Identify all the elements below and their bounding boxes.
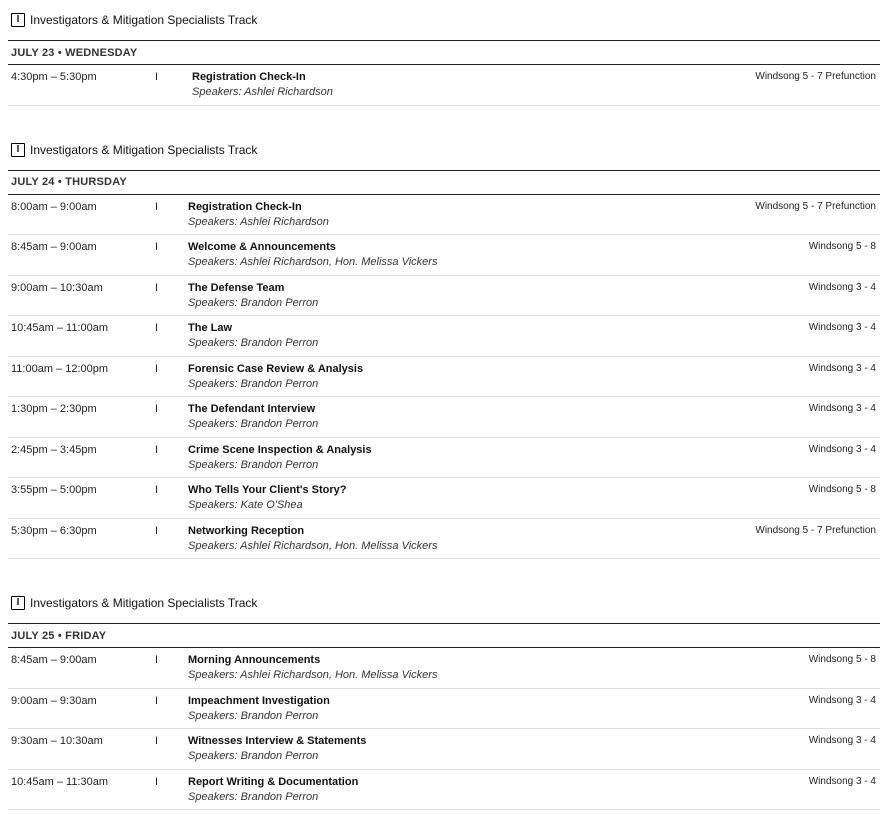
track-legend-label: Investigators & Mitigation Specialists Track	[30, 142, 258, 157]
session-room: Windsong 5 - 7 Prefunction	[755, 524, 876, 536]
day-section-july-23	[8, 0, 880, 106]
session-row[interactable]	[8, 729, 880, 770]
session-room: Windsong 3 - 4	[808, 443, 876, 455]
session-speakers: Speakers: Ashlei Richardson	[192, 86, 333, 98]
session-title[interactable]: Morning Announcements	[188, 654, 321, 666]
session-speakers: Speakers: Brandon Perron	[188, 750, 319, 762]
session-time: 10:45am – 11:00am	[11, 322, 109, 334]
session-room: Windsong 3 - 4	[808, 735, 876, 746]
track-legend-label: Investigators & Mitigation Specialists Track	[30, 596, 258, 610]
session-time: 11:00am – 12:00pm	[11, 362, 109, 375]
track-badge-icon: I	[11, 13, 25, 27]
session-speakers: Speakers: Brandon Perron	[188, 458, 319, 471]
track-badge-icon: I	[11, 596, 25, 610]
session-speakers: Speakers: Brandon Perron	[188, 418, 319, 430]
session-title[interactable]: Registration Check-In	[188, 200, 302, 213]
session-speakers: Speakers: Ashlei Richardson, Hon. Melissa Vickers	[188, 256, 438, 268]
session-room: Windsong 3 - 4	[808, 322, 876, 333]
session-track-code: I	[155, 322, 159, 334]
section-spacer	[8, 559, 880, 583]
session-time: 10:45am – 11:30am	[11, 775, 109, 788]
session-title[interactable]: The Law	[188, 322, 233, 334]
track-legend	[8, 583, 880, 623]
session-time: 9:00am – 10:30am	[11, 281, 103, 294]
session-room: Windsong 3 - 4	[808, 775, 876, 787]
session-row[interactable]	[8, 397, 880, 438]
session-row[interactable]	[8, 770, 880, 811]
session-time: 9:00am – 9:30am	[11, 694, 97, 707]
session-time: 8:45am – 9:00am	[11, 654, 97, 666]
session-track-code: I	[155, 443, 159, 456]
session-speakers: Speakers: Brandon Perron	[188, 337, 319, 349]
session-track-code: I	[155, 241, 159, 253]
day-section-july-25	[8, 583, 880, 810]
session-row[interactable]	[8, 65, 880, 106]
session-row[interactable]	[8, 276, 880, 317]
session-title[interactable]: Who Tells Your Client's Story?	[188, 484, 347, 496]
session-title[interactable]: The Defendant Interview	[188, 403, 316, 415]
track-legend	[8, 0, 880, 40]
session-room: Windsong 5 - 7 Prefunction	[755, 200, 876, 212]
session-track-code: I	[155, 403, 159, 415]
day-header: JULY 23 • WEDNESDAY	[8, 40, 880, 65]
session-row[interactable]	[8, 519, 880, 560]
session-track-code: I	[155, 654, 159, 666]
session-room: Windsong 3 - 4	[808, 403, 876, 414]
session-track-code: I	[155, 71, 159, 83]
session-track-code: I	[155, 775, 159, 788]
track-badge-icon: I	[11, 143, 25, 157]
session-row[interactable]	[8, 195, 880, 236]
session-time: 8:00am – 9:00am	[11, 200, 97, 213]
session-title[interactable]: Welcome & Announcements	[188, 241, 336, 253]
session-speakers: Speakers: Brandon Perron	[188, 296, 319, 309]
session-time: 5:30pm – 6:30pm	[11, 524, 97, 537]
session-row[interactable]	[8, 648, 880, 689]
track-legend	[8, 130, 880, 170]
session-track-code: I	[155, 524, 159, 537]
session-time: 3:55pm – 5:00pm	[11, 484, 97, 496]
session-row[interactable]	[8, 689, 880, 730]
session-speakers: Speakers: Ashlei Richardson, Hon. Melissa Vickers	[188, 539, 438, 552]
session-row[interactable]	[8, 357, 880, 398]
session-title[interactable]: Witnesses Interview & Statements	[188, 735, 367, 747]
session-row[interactable]	[8, 235, 880, 276]
session-track-code: I	[155, 281, 159, 294]
session-row[interactable]	[8, 316, 880, 357]
session-track-code: I	[155, 200, 159, 213]
session-room: Windsong 3 - 4	[808, 694, 876, 706]
session-title[interactable]: Report Writing & Documentation	[188, 775, 359, 788]
session-room: Windsong 5 - 8	[808, 654, 876, 665]
session-speakers: Speakers: Ashlei Richardson, Hon. Melissa Vickers	[188, 669, 438, 681]
session-room: Windsong 5 - 7 Prefunction	[755, 71, 876, 82]
session-speakers: Speakers: Brandon Perron	[188, 790, 319, 803]
session-time: 8:45am – 9:00am	[11, 241, 97, 253]
day-header: JULY 25 • FRIDAY	[8, 623, 880, 648]
session-track-code: I	[155, 694, 159, 707]
session-room: Windsong 5 - 8	[808, 484, 876, 495]
session-room: Windsong 3 - 4	[808, 362, 876, 374]
session-track-code: I	[155, 362, 159, 375]
day-header: JULY 24 • THURSDAY	[8, 170, 880, 195]
section-spacer	[8, 106, 880, 130]
session-title[interactable]: Crime Scene Inspection & Analysis	[188, 443, 372, 456]
session-title[interactable]: Networking Reception	[188, 524, 305, 537]
schedule-page	[8, 0, 880, 810]
session-speakers: Speakers: Brandon Perron	[188, 377, 319, 390]
session-speakers: Speakers: Kate O'Shea	[188, 499, 303, 511]
session-speakers: Speakers: Brandon Perron	[188, 709, 319, 722]
session-track-code: I	[155, 484, 159, 496]
session-title[interactable]: The Defense Team	[188, 281, 285, 294]
session-track-code: I	[155, 735, 159, 747]
session-title[interactable]: Impeachment Investigation	[188, 694, 330, 707]
session-speakers: Speakers: Ashlei Richardson	[188, 215, 329, 228]
session-time: 4:30pm – 5:30pm	[11, 71, 97, 83]
session-time: 9:30am – 10:30am	[11, 735, 103, 747]
track-legend-label: Investigators & Mitigation Specialists Track	[30, 13, 258, 27]
session-time: 2:45pm – 3:45pm	[11, 443, 97, 456]
day-section-july-24	[8, 130, 880, 560]
session-title[interactable]: Forensic Case Review & Analysis	[188, 362, 364, 375]
session-title[interactable]: Registration Check-In	[192, 71, 306, 83]
session-row[interactable]	[8, 478, 880, 519]
session-room: Windsong 5 - 8	[808, 241, 876, 252]
session-room: Windsong 3 - 4	[808, 281, 876, 293]
session-row[interactable]	[8, 438, 880, 479]
session-time: 1:30pm – 2:30pm	[11, 403, 97, 415]
